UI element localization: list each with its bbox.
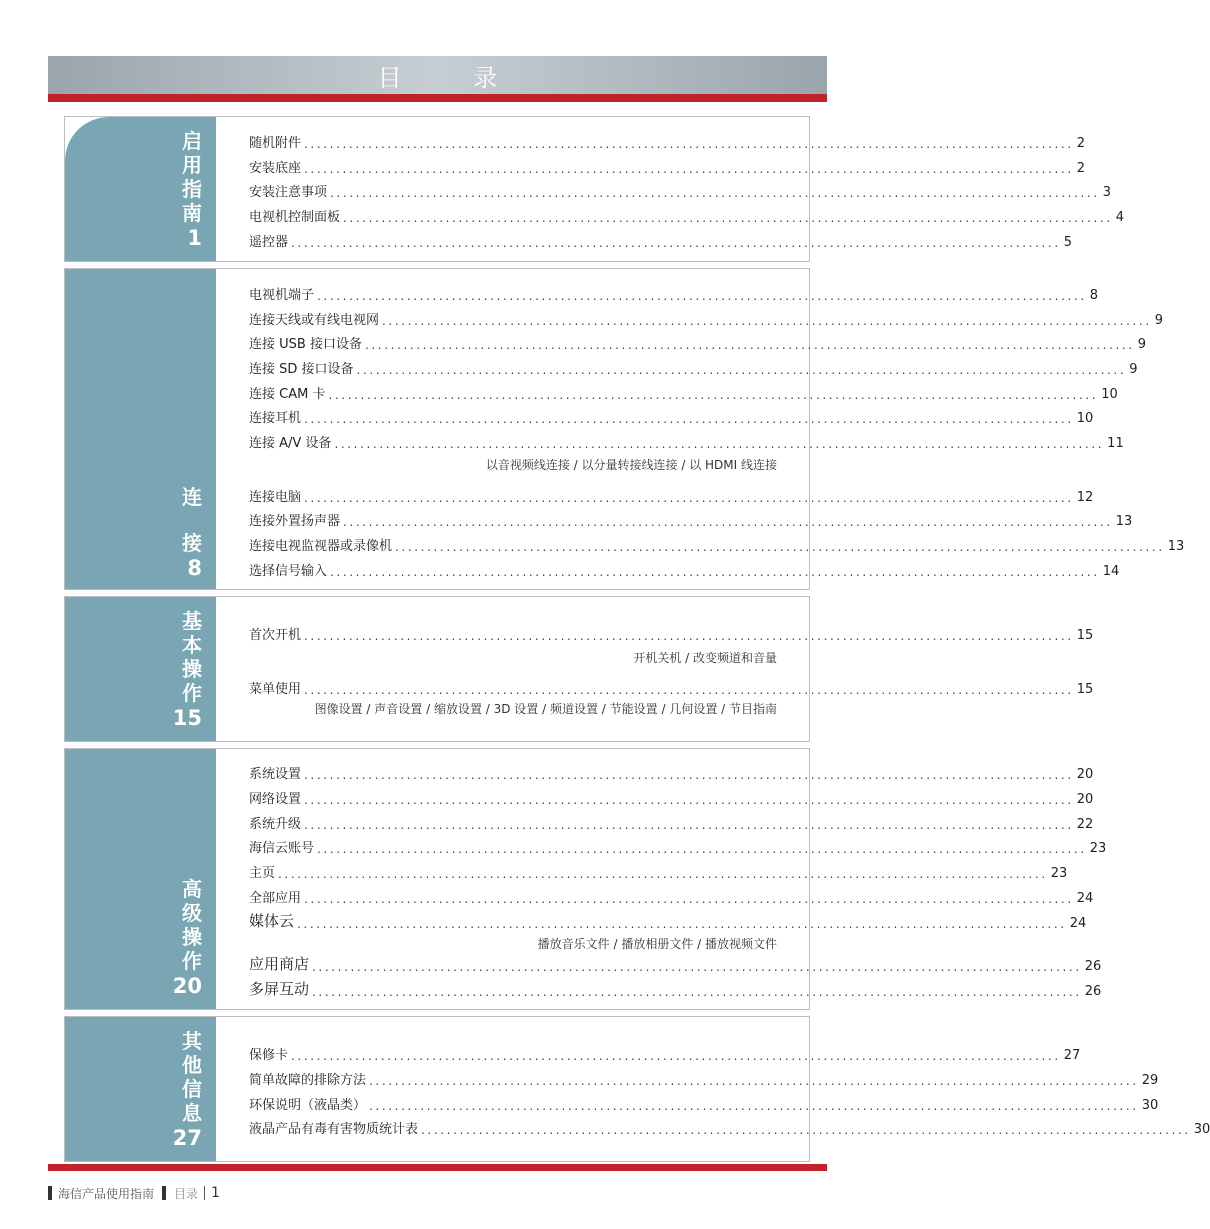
toc-entry-page: 3 (1102, 185, 1112, 200)
toc-entry-title: 连接外置扬声器 (249, 514, 341, 529)
toc-entry-page: 20 (1076, 792, 1094, 807)
toc-entry-page: 15 (1076, 628, 1094, 643)
toc-entry-page: 10 (1076, 411, 1094, 426)
toc-entry[interactable] (249, 623, 1094, 643)
toc-entry-page: 26 (1084, 984, 1102, 999)
dot-leader: ........................................................................................................................ (382, 314, 1152, 328)
toc-entry-title: 安装底座 (249, 161, 302, 176)
section-label-char: 级 (182, 901, 202, 925)
toc-entry-page: 23 (1089, 841, 1107, 856)
toc-entry[interactable] (249, 156, 1086, 176)
dot-leader: ........................................................................................................................ (395, 540, 1165, 554)
dot-leader: ........................................................................................................................ (330, 186, 1100, 200)
section-start-page: 27 (172, 1126, 202, 1150)
toc-entry-page: 26 (1084, 959, 1102, 974)
section-label-char: 作 (182, 949, 202, 973)
section-label-char: 他 (182, 1053, 202, 1077)
dot-leader: ........................................................................................................................ (304, 892, 1074, 906)
dot-leader: ........................................................................................................................ (369, 1074, 1139, 1088)
toc-entry[interactable] (249, 812, 1094, 832)
dot-leader: ........................................................................................................................ (330, 565, 1100, 579)
section-label-char: 本 (182, 633, 202, 657)
dot-leader: ........................................................................................................................ (304, 683, 1074, 697)
dot-leader: ........................................................................................................................ (364, 338, 1135, 352)
toc-entry-title: 菜单使用 (249, 682, 302, 697)
dot-leader: ........................................................................................................................ (304, 629, 1074, 643)
toc-entry-title: 连接电视监视器或录像机 (249, 539, 393, 554)
toc-entry-page: 13 (1115, 514, 1133, 529)
toc-entry[interactable] (249, 1117, 1210, 1137)
section-label-char: 信 (182, 1077, 202, 1101)
toc-entry-title: 简单故障的排除方法 (249, 1073, 367, 1088)
toc-entry-title: 系统设置 (249, 767, 302, 782)
footer-divider (204, 1186, 205, 1200)
section-label-char: 南 (182, 201, 202, 225)
section-other-info (64, 1016, 1210, 1162)
section-label-panel (65, 1017, 216, 1161)
toc-entry[interactable] (249, 1068, 1159, 1088)
toc-entry[interactable] (249, 283, 1099, 303)
toc-entry-page: 9 (1129, 362, 1138, 377)
toc-entry-page: 4 (1115, 210, 1125, 225)
section-label-char: 用 (182, 153, 202, 177)
toc-entry-title: 保修卡 (249, 1048, 289, 1063)
dot-leader: ........................................................................................................................ (334, 437, 1105, 451)
toc-entry-title: 首次开机 (249, 628, 302, 643)
toc-entry-page: 10 (1101, 387, 1118, 402)
toc-entry-page: 8 (1089, 288, 1099, 303)
section-basic-operation (64, 596, 1094, 742)
toc-entry[interactable] (249, 205, 1125, 225)
dot-leader: ........................................................................................................................ (291, 1049, 1061, 1063)
toc-entry-title: 应用商店 (249, 955, 310, 973)
section-label-char: 启 (182, 129, 202, 153)
toc-entry-page: 30 (1193, 1122, 1210, 1137)
section-label-char: 连 (182, 485, 202, 509)
toc-entry-page: 11 (1107, 436, 1124, 451)
toc-entry[interactable] (249, 861, 1068, 881)
toc-subtopics: 开机关机 / 改变频道和音量 (633, 651, 777, 665)
section-start-page: 20 (172, 974, 202, 998)
toc-entry-title: 连接天线或有线电视网 (249, 313, 380, 328)
toc-entry-page: 2 (1076, 136, 1086, 151)
section-label-char: 接 (182, 531, 202, 555)
toc-entry[interactable] (249, 954, 1102, 974)
dot-leader: ........................................................................................................................ (304, 818, 1074, 832)
section-start-page: 1 (187, 226, 202, 250)
dot-leader: ........................................................................................................................ (328, 388, 1099, 402)
toc-entry-title: 选择信号输入 (249, 564, 328, 579)
toc-entry-title: 连接 SD 接口设备 (249, 362, 354, 377)
toc-entry-page: 15 (1076, 682, 1094, 697)
footer-marker (48, 1186, 52, 1200)
toc-entry-page: 24 (1076, 891, 1094, 906)
toc-entry[interactable] (249, 308, 1164, 328)
toc-entry[interactable] (249, 332, 1146, 352)
toc-entry[interactable] (249, 559, 1120, 579)
toc-entry[interactable] (249, 180, 1112, 200)
footer-marker (162, 1186, 166, 1200)
section-label-char: 息 (182, 1101, 202, 1125)
toc-entry-title: 电视机端子 (249, 288, 315, 303)
dot-leader: ........................................................................................................................ (304, 491, 1074, 505)
section-label-char: 基 (182, 609, 202, 633)
toc-entry-page: 9 (1137, 337, 1146, 352)
dot-leader: ........................................................................................................................ (291, 236, 1061, 250)
footer-current-section: 目录 (174, 1186, 199, 1201)
toc-entry-title: 系统升级 (249, 817, 302, 832)
toc-header (48, 56, 827, 94)
toc-entry[interactable] (249, 836, 1107, 856)
toc-entry-title: 海信云账号 (249, 841, 315, 856)
dot-leader: ........................................................................................................................ (297, 917, 1067, 931)
dot-leader: ........................................................................................................................ (304, 412, 1074, 426)
footer-red-bar (48, 1164, 827, 1171)
dot-leader: ........................................................................................................................ (369, 1099, 1139, 1113)
toc-entry[interactable] (249, 787, 1094, 807)
toc-entry-title: 连接电脑 (249, 490, 302, 505)
dot-leader: ........................................................................................................................ (312, 985, 1082, 999)
dot-leader: ........................................................................................................................ (304, 137, 1074, 151)
toc-entry-title: 液晶产品有毒有害物质统计表 (249, 1122, 419, 1137)
toc-entry-page: 20 (1076, 767, 1094, 782)
toc-entry-title: 连接 CAM 卡 (249, 387, 326, 402)
toc-entry[interactable] (249, 677, 1094, 697)
toc-entry-page: 14 (1102, 564, 1120, 579)
section-label-char: 操 (182, 925, 202, 949)
section-getting-started (64, 116, 1125, 262)
toc-entry[interactable] (249, 762, 1094, 782)
toc-subtopics: 图像设置 / 声音设置 / 缩放设置 / 3D 设置 / 频道设置 / 节能设置 / 几何设置 / 节目指南 (314, 702, 777, 716)
dot-leader: ........................................................................................................................ (312, 960, 1082, 974)
toc-subtopics: 播放音乐文件 / 播放相册文件 / 播放视频文件 (537, 937, 777, 951)
toc-entry-page: 9 (1154, 313, 1164, 328)
toc-entry[interactable] (249, 911, 1087, 931)
toc-entry[interactable] (249, 406, 1094, 426)
toc-entry-title: 随机附件 (249, 136, 302, 151)
dot-leader: ........................................................................................................................ (421, 1123, 1191, 1137)
dot-leader: ........................................................................................................................ (343, 211, 1113, 225)
toc-entry-page: 30 (1141, 1098, 1159, 1113)
toc-title: 目 录 (377, 63, 530, 92)
header-red-bar (48, 94, 827, 102)
page-number: 1 (211, 1185, 220, 1201)
toc-entry-title: 连接 A/V 设备 (249, 436, 332, 451)
toc-entry-page: 29 (1141, 1073, 1159, 1088)
page-footer (48, 1184, 220, 1202)
dot-leader: ........................................................................................................................ (278, 867, 1048, 881)
toc-entry-page: 22 (1076, 817, 1094, 832)
section-label-panel (65, 749, 216, 1009)
dot-leader: ........................................................................................................................ (317, 289, 1087, 303)
toc-entry[interactable] (249, 534, 1185, 554)
section-label-char: 操 (182, 657, 202, 681)
toc-entry[interactable] (249, 382, 1118, 402)
section-label-char: 高 (182, 877, 202, 901)
toc-entry-page: 23 (1050, 866, 1068, 881)
toc-entry-page: 13 (1167, 539, 1185, 554)
section-advanced-operation (64, 748, 1107, 1010)
toc-entry-title: 媒体云 (249, 912, 295, 930)
section-start-page: 15 (172, 706, 202, 730)
toc-entry-title: 环保说明（液晶类） (249, 1098, 367, 1113)
toc-entry[interactable] (249, 131, 1086, 151)
toc-entry-title: 网络设置 (249, 792, 302, 807)
toc-entry[interactable] (249, 357, 1138, 377)
section-start-page: 8 (187, 556, 202, 580)
toc-entry[interactable] (249, 230, 1073, 250)
toc-entry-title: 主页 (249, 866, 276, 881)
toc-entry[interactable] (249, 431, 1124, 451)
footer-guide-title: 海信产品使用指南 (58, 1186, 155, 1201)
section-label-char: 其 (182, 1029, 202, 1053)
toc-entry-title: 电视机控制面板 (249, 210, 341, 225)
toc-entry[interactable] (249, 1093, 1159, 1113)
dot-leader: ........................................................................................................................ (317, 842, 1087, 856)
toc-entry-page: 2 (1076, 161, 1086, 176)
toc-entry[interactable] (249, 509, 1133, 529)
toc-entry-page: 12 (1076, 490, 1094, 505)
toc-entry[interactable] (249, 979, 1102, 999)
section-label-char: 作 (182, 681, 202, 705)
dot-leader: ........................................................................................................................ (304, 162, 1074, 176)
toc-entry-title: 连接耳机 (249, 411, 302, 426)
dot-leader: ........................................................................................................................ (304, 768, 1074, 782)
toc-entry-page: 24 (1069, 916, 1087, 931)
dot-leader: ........................................................................................................................ (343, 515, 1113, 529)
toc-entry-title: 连接 USB 接口设备 (249, 337, 362, 352)
section-label-panel (65, 597, 216, 741)
section-label-panel (65, 117, 216, 261)
toc-entry-page: 27 (1063, 1048, 1081, 1063)
toc-entry[interactable] (249, 1043, 1081, 1063)
toc-entry[interactable] (249, 886, 1094, 906)
section-label-panel (65, 269, 216, 589)
toc-entry-page: 5 (1063, 235, 1073, 250)
section-label-char: 指 (182, 177, 202, 201)
section-connections (64, 268, 1185, 590)
toc-entry-title: 安装注意事项 (249, 185, 328, 200)
toc-entry-title: 遥控器 (249, 235, 289, 250)
dot-leader: ........................................................................................................................ (304, 793, 1074, 807)
toc-entry[interactable] (249, 485, 1094, 505)
toc-entry-title: 全部应用 (249, 891, 302, 906)
toc-entry-title: 多屏互动 (249, 980, 310, 998)
dot-leader: ........................................................................................................................ (356, 363, 1127, 377)
toc-subtopics: 以音视频线连接 / 以分量转接线连接 / 以 HDMI 线连接 (485, 458, 777, 472)
